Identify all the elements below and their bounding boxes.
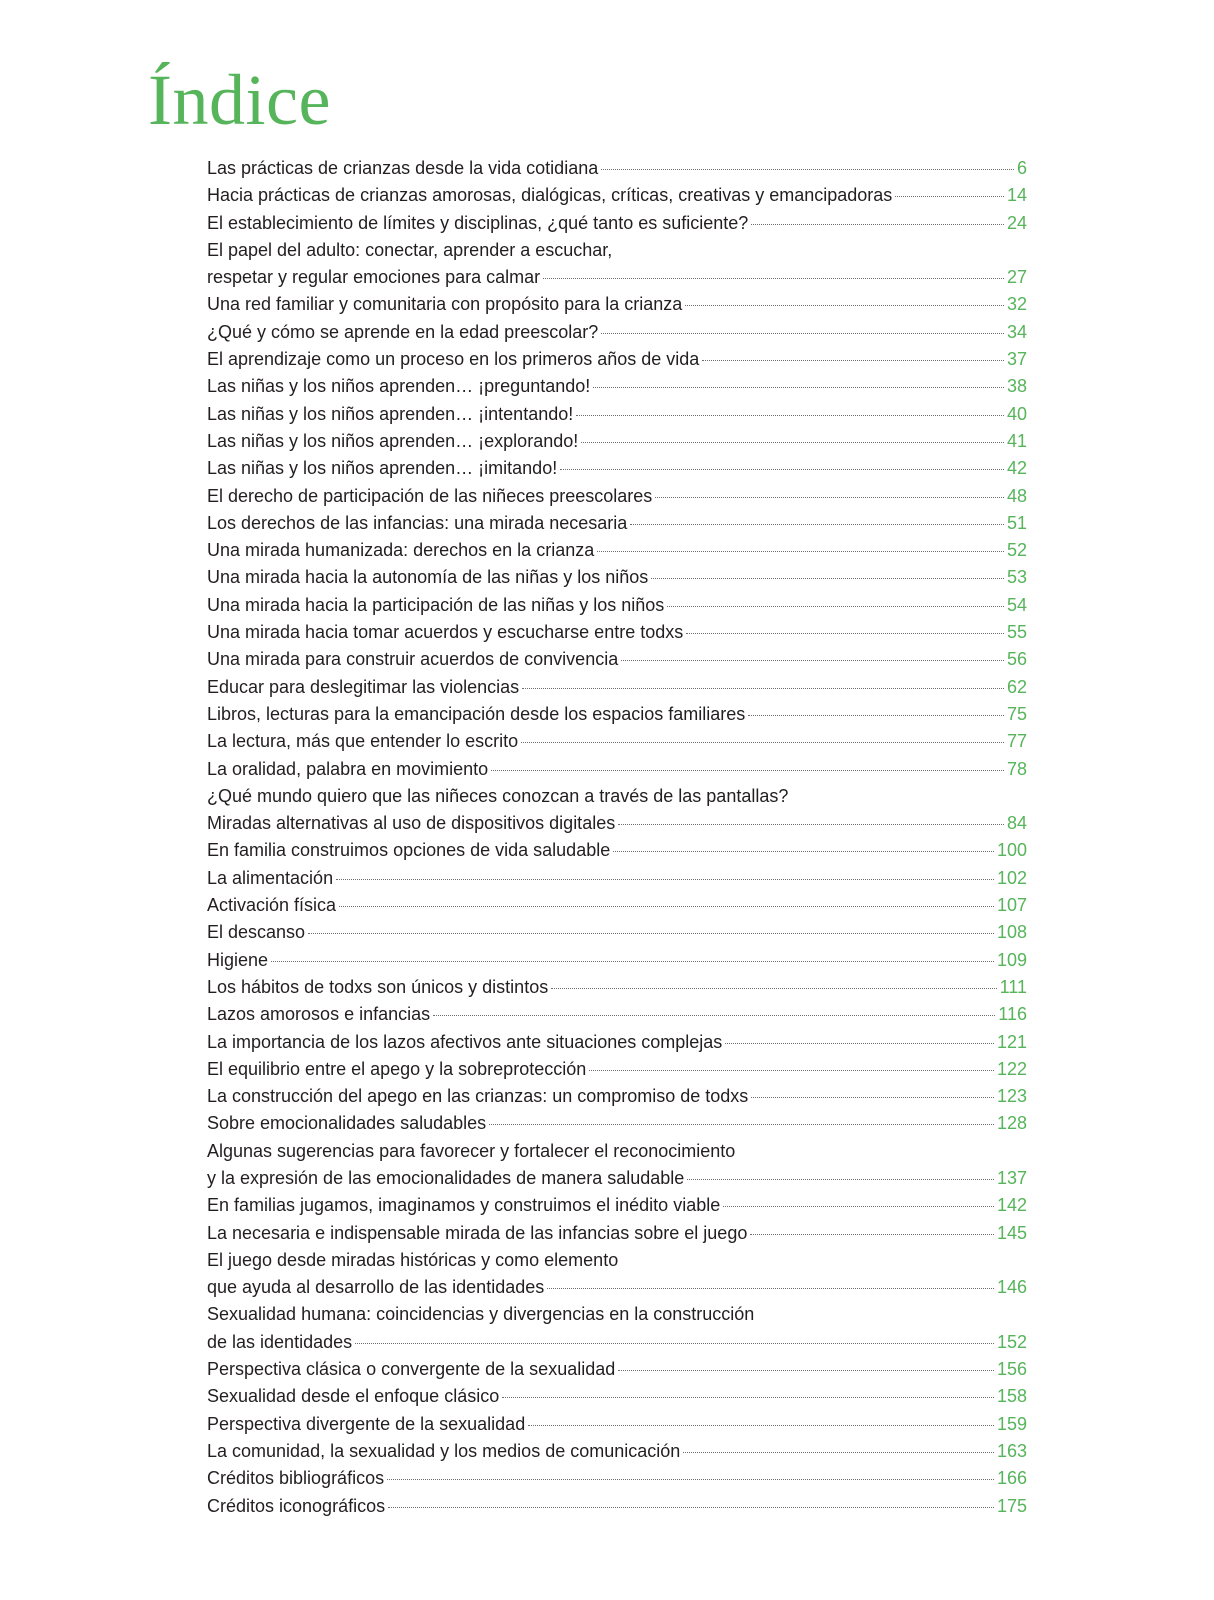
toc-entry bbox=[207, 646, 1027, 673]
toc-entry bbox=[207, 947, 1027, 974]
toc-entry-row bbox=[207, 619, 1027, 646]
toc-entry-row bbox=[207, 1110, 1027, 1137]
toc-page-number: 128 bbox=[996, 1113, 1027, 1134]
toc-entry bbox=[207, 1220, 1027, 1247]
toc-page-number: 14 bbox=[1006, 185, 1027, 206]
toc-entry-title: Una mirada para construir acuerdos de convivencia bbox=[207, 649, 619, 670]
toc-page-number: 53 bbox=[1006, 567, 1027, 588]
toc-page-number: 122 bbox=[996, 1058, 1027, 1079]
toc-entry-title: Miradas alternativas al uso de dispositivos digitales bbox=[207, 813, 616, 834]
toc-entry-title: La alimentación bbox=[207, 867, 334, 888]
toc-entry-title: Créditos iconográficos bbox=[207, 1495, 386, 1516]
toc-entry-row bbox=[207, 837, 1027, 864]
toc-page-number: 142 bbox=[996, 1195, 1027, 1216]
toc-entry-row bbox=[207, 728, 1027, 755]
toc-entry bbox=[207, 728, 1027, 755]
toc-entry-title: que ayuda al desarrollo de las identidades bbox=[207, 1277, 545, 1298]
toc-entry-title: La importancia de los lazos afectivos ante situaciones complejas bbox=[207, 1031, 723, 1052]
toc-entry-row bbox=[207, 182, 1027, 209]
dot-leader bbox=[683, 1451, 994, 1453]
toc-entry-title: Las niñas y los niños aprenden… ¡preguntando! bbox=[207, 376, 591, 397]
toc-entry-title: Las niñas y los niños aprenden… ¡imitando! bbox=[207, 458, 558, 479]
toc-entry-title: El derecho de participación de las niñeces preescolares bbox=[207, 485, 653, 506]
toc-page-number: 78 bbox=[1006, 758, 1027, 779]
toc-entry-title: La construcción del apego en las crianzas: un compromiso de todxs bbox=[207, 1086, 749, 1107]
toc-page-number: 37 bbox=[1006, 349, 1027, 370]
toc-page-number: 121 bbox=[996, 1031, 1027, 1052]
toc-entry-row bbox=[207, 428, 1027, 455]
dot-leader bbox=[547, 1287, 994, 1289]
dot-leader bbox=[560, 468, 1004, 470]
dot-leader bbox=[388, 1506, 994, 1508]
toc-page-number: 175 bbox=[996, 1495, 1027, 1516]
dot-leader bbox=[355, 1342, 994, 1344]
dot-leader bbox=[702, 359, 1004, 361]
toc-page-number: 52 bbox=[1006, 540, 1027, 561]
toc-entry-title: Las prácticas de crianzas desde la vida cotidiana bbox=[207, 158, 599, 178]
toc-entry bbox=[207, 428, 1027, 455]
toc-entry-row bbox=[207, 291, 1027, 318]
toc-page-number: 38 bbox=[1006, 376, 1027, 397]
toc-entry-row bbox=[207, 592, 1027, 619]
toc-page-number: 27 bbox=[1006, 267, 1027, 288]
toc-entry bbox=[207, 1029, 1027, 1056]
toc-entry bbox=[207, 837, 1027, 864]
toc-entry-row bbox=[207, 1411, 1027, 1438]
toc-entry-title: Una mirada hacia la autonomía de las niñas y los niños bbox=[207, 567, 649, 588]
toc-entry-title: Hacia prácticas de crianzas amorosas, dialógicas, críticas, creativas y emancipadoras bbox=[207, 185, 893, 206]
toc-page-number: 159 bbox=[996, 1413, 1027, 1434]
toc-page-number: 6 bbox=[1016, 158, 1027, 178]
toc-entry bbox=[207, 483, 1027, 510]
toc-entry bbox=[207, 865, 1027, 892]
toc-entry bbox=[207, 182, 1027, 209]
toc-entry-row bbox=[207, 1356, 1027, 1383]
toc-entry bbox=[207, 619, 1027, 646]
toc-entry bbox=[207, 1301, 1027, 1356]
toc-entry-row bbox=[207, 674, 1027, 701]
toc-entry-title: ¿Qué y cómo se aprende en la edad preescolar? bbox=[207, 321, 599, 342]
toc-page-number: 56 bbox=[1006, 649, 1027, 670]
toc-entry bbox=[207, 1138, 1027, 1193]
toc-entry-row bbox=[207, 646, 1027, 673]
toc-page-number: 77 bbox=[1006, 731, 1027, 752]
toc-entry-title: El descanso bbox=[207, 922, 306, 943]
toc-entry-title: Los derechos de las infancias: una mirada necesaria bbox=[207, 512, 628, 533]
dot-leader bbox=[725, 1042, 994, 1044]
dot-leader bbox=[502, 1396, 994, 1398]
toc-page-number: 145 bbox=[996, 1222, 1027, 1243]
toc-entry-row bbox=[207, 1465, 1027, 1492]
dot-leader bbox=[618, 823, 1004, 825]
toc-entry bbox=[207, 237, 1027, 292]
toc-entry bbox=[207, 1383, 1027, 1410]
toc-page-number: 109 bbox=[996, 949, 1027, 970]
toc-page-number: 107 bbox=[996, 895, 1027, 916]
toc-entry bbox=[207, 1465, 1027, 1492]
toc-page-number: 62 bbox=[1006, 676, 1027, 697]
toc-entry-row bbox=[207, 1274, 1027, 1301]
toc-entry bbox=[207, 892, 1027, 919]
dot-leader bbox=[613, 850, 994, 852]
toc-entry-row bbox=[207, 892, 1027, 919]
toc-entry-row bbox=[207, 264, 1027, 291]
dot-leader bbox=[667, 605, 1004, 607]
toc-entry-row bbox=[207, 1001, 1027, 1028]
dot-leader bbox=[528, 1424, 994, 1426]
toc-page-number: 55 bbox=[1006, 622, 1027, 643]
toc-entry bbox=[207, 291, 1027, 318]
toc-page-number: 156 bbox=[996, 1359, 1027, 1380]
dot-leader bbox=[723, 1205, 994, 1207]
toc-entry-title: La lectura, más que entender lo escrito bbox=[207, 731, 519, 752]
toc-page-number: 24 bbox=[1006, 212, 1027, 233]
dot-leader bbox=[651, 577, 1004, 579]
dot-leader bbox=[655, 496, 1004, 498]
dot-leader bbox=[576, 414, 1004, 416]
toc-entry bbox=[207, 210, 1027, 237]
dot-leader bbox=[618, 1369, 994, 1371]
dot-leader bbox=[751, 1096, 994, 1098]
dot-leader bbox=[489, 1123, 994, 1125]
toc-entry-title: Sexualidad desde el enfoque clásico bbox=[207, 1386, 500, 1407]
toc-entry-title: Lazos amorosos e infancias bbox=[207, 1004, 431, 1025]
dot-leader bbox=[551, 987, 996, 989]
toc-page-number: 108 bbox=[996, 922, 1027, 943]
toc-entry-row bbox=[207, 810, 1027, 837]
toc-entry-title-line: Algunas sugerencias para favorecer y fortalecer el reconocimiento bbox=[207, 1140, 736, 1161]
toc-entry-title-line: Sexualidad humana: coincidencias y divergencias en la construcción bbox=[207, 1304, 755, 1325]
toc-entry-title: Sobre emocionalidades saludables bbox=[207, 1113, 487, 1134]
toc-entry-title: En familias jugamos, imaginamos y construimos el inédito viable bbox=[207, 1195, 721, 1216]
toc-page-number: 152 bbox=[996, 1331, 1027, 1352]
toc-entry-title: La oralidad, palabra en movimiento bbox=[207, 758, 489, 779]
toc-page-number: 102 bbox=[996, 867, 1027, 888]
toc-entry bbox=[207, 455, 1027, 482]
dot-leader bbox=[621, 659, 1004, 661]
toc-entry-row bbox=[207, 919, 1027, 946]
toc-entry bbox=[207, 1493, 1027, 1520]
toc-entry-title: Perspectiva divergente de la sexualidad bbox=[207, 1413, 526, 1434]
toc-entry-row bbox=[207, 1192, 1027, 1219]
toc-page-number: 48 bbox=[1006, 485, 1027, 506]
toc-page-number: 137 bbox=[996, 1167, 1027, 1188]
toc-entry-row bbox=[207, 1056, 1027, 1083]
toc-entry-title: Libros, lecturas para la emancipación desde los espacios familiares bbox=[207, 703, 746, 724]
toc-entry bbox=[207, 1001, 1027, 1028]
toc-page-number: 84 bbox=[1006, 813, 1027, 834]
toc-entry bbox=[207, 919, 1027, 946]
toc-page-number: 100 bbox=[996, 840, 1027, 861]
dot-leader bbox=[491, 769, 1004, 771]
toc-entry-row bbox=[207, 947, 1027, 974]
toc-entry-row bbox=[207, 974, 1027, 1001]
toc-entry-title: Una red familiar y comunitaria con propósito para la crianza bbox=[207, 294, 683, 315]
toc-entry-title: La comunidad, la sexualidad y los medios de comunicación bbox=[207, 1440, 681, 1461]
toc-entry-title: En familia construimos opciones de vida saludable bbox=[207, 840, 611, 861]
toc-entry-title: respetar y regular emociones para calmar bbox=[207, 267, 541, 288]
toc-entry-title: Créditos bibliográficos bbox=[207, 1468, 385, 1489]
dot-leader bbox=[589, 1069, 994, 1071]
toc-entry-row bbox=[207, 510, 1027, 537]
toc-entry bbox=[207, 537, 1027, 564]
toc-entry bbox=[207, 1083, 1027, 1110]
toc-entry bbox=[207, 783, 1027, 838]
toc-page-number: 146 bbox=[996, 1277, 1027, 1298]
toc-page-number: 116 bbox=[998, 1004, 1027, 1025]
toc-page-number: 158 bbox=[996, 1386, 1027, 1407]
toc-entry-title: Una mirada humanizada: derechos en la crianza bbox=[207, 540, 595, 561]
toc-entry bbox=[207, 1247, 1027, 1302]
toc-entry-row bbox=[207, 701, 1027, 728]
toc-entry-row bbox=[207, 1493, 1027, 1520]
toc-page-number: 163 bbox=[996, 1440, 1027, 1461]
toc-entry bbox=[207, 756, 1027, 783]
toc-entry-title: Una mirada hacia la participación de las niñas y los niños bbox=[207, 594, 665, 615]
dot-leader bbox=[601, 168, 1014, 170]
toc-entry-row bbox=[207, 1383, 1027, 1410]
toc-page-number: 166 bbox=[996, 1468, 1027, 1489]
dot-leader bbox=[685, 304, 1004, 306]
toc-entry-row bbox=[207, 1220, 1027, 1247]
toc-page-number: 123 bbox=[996, 1086, 1027, 1107]
toc-entry bbox=[207, 674, 1027, 701]
dot-leader bbox=[522, 687, 1004, 689]
toc-entry-row bbox=[207, 455, 1027, 482]
toc-entry-title-line: El papel del adulto: conectar, aprender a escuchar, bbox=[207, 239, 613, 260]
toc-entry-row bbox=[207, 483, 1027, 510]
dot-leader bbox=[750, 1233, 994, 1235]
dot-leader bbox=[597, 550, 1004, 552]
toc-entry-row bbox=[207, 1029, 1027, 1056]
dot-leader bbox=[433, 1014, 995, 1016]
toc-entry-row bbox=[207, 373, 1027, 400]
toc-entry-title: Los hábitos de todxs son únicos y distintos bbox=[207, 976, 549, 997]
toc-entry-title: El aprendizaje como un proceso en los primeros años de vida bbox=[207, 349, 700, 370]
toc-entry-row bbox=[207, 155, 1027, 182]
dot-leader bbox=[308, 932, 994, 934]
toc-entry-row bbox=[207, 319, 1027, 346]
toc-page-number: 40 bbox=[1006, 403, 1027, 424]
toc-page-number: 54 bbox=[1006, 594, 1027, 615]
toc-entry bbox=[207, 974, 1027, 1001]
toc-entry-title-line: ¿Qué mundo quiero que las niñeces conozcan a través de las pantallas? bbox=[207, 785, 789, 806]
dot-leader bbox=[271, 960, 994, 962]
dot-leader bbox=[751, 223, 1004, 225]
toc-entry-row bbox=[207, 756, 1027, 783]
toc-entry-row bbox=[207, 1438, 1027, 1465]
toc-entry-title: Educar para deslegitimar las violencias bbox=[207, 676, 520, 697]
toc-entry bbox=[207, 1438, 1027, 1465]
toc-entry bbox=[207, 592, 1027, 619]
dot-leader bbox=[336, 878, 994, 880]
toc-entry-row bbox=[207, 1083, 1027, 1110]
toc-entry-row bbox=[207, 210, 1027, 237]
dot-leader bbox=[387, 1478, 994, 1480]
toc-page-number: 32 bbox=[1006, 294, 1027, 315]
toc-entry-title-line: El juego desde miradas históricas y como elemento bbox=[207, 1249, 619, 1270]
toc-entry bbox=[207, 1192, 1027, 1219]
toc-entry-row bbox=[207, 865, 1027, 892]
dot-leader bbox=[895, 195, 1004, 197]
toc-entry bbox=[207, 564, 1027, 591]
dot-leader bbox=[601, 332, 1004, 334]
page-title: Índice bbox=[148, 60, 331, 140]
toc-entry-title: Higiene bbox=[207, 949, 269, 970]
dot-leader bbox=[630, 523, 1004, 525]
toc-entry bbox=[207, 155, 1027, 182]
toc-entry bbox=[207, 510, 1027, 537]
toc-entry bbox=[207, 1356, 1027, 1383]
toc-entry-title: Una mirada hacia tomar acuerdos y escucharse entre todxs bbox=[207, 622, 684, 643]
toc-entry-title: El equilibrio entre el apego y la sobreprotección bbox=[207, 1058, 587, 1079]
dot-leader bbox=[686, 632, 1004, 634]
dot-leader bbox=[748, 714, 1004, 716]
toc-entry-title: El establecimiento de límites y disciplinas, ¿qué tanto es suficiente? bbox=[207, 212, 749, 233]
dot-leader bbox=[543, 277, 1004, 279]
table-of-contents bbox=[207, 155, 1027, 1520]
toc-entry-row bbox=[207, 564, 1027, 591]
toc-page-number: 34 bbox=[1006, 321, 1027, 342]
toc-entry-row bbox=[207, 401, 1027, 428]
toc-entry-title: La necesaria e indispensable mirada de las infancias sobre el juego bbox=[207, 1222, 748, 1243]
toc-entry-title: Perspectiva clásica o convergente de la sexualidad bbox=[207, 1359, 616, 1380]
toc-entry-row bbox=[207, 537, 1027, 564]
toc-entry bbox=[207, 1056, 1027, 1083]
toc-entry bbox=[207, 373, 1027, 400]
toc-entry-row bbox=[207, 346, 1027, 373]
toc-entry bbox=[207, 401, 1027, 428]
toc-entry-title: y la expresión de las emocionalidades de manera saludable bbox=[207, 1167, 685, 1188]
toc-entry bbox=[207, 319, 1027, 346]
toc-page-number: 42 bbox=[1006, 458, 1027, 479]
dot-leader bbox=[593, 386, 1004, 388]
dot-leader bbox=[581, 441, 1004, 443]
toc-entry-row bbox=[207, 1165, 1027, 1192]
toc-entry bbox=[207, 1411, 1027, 1438]
dot-leader bbox=[339, 905, 994, 907]
toc-entry-title: Las niñas y los niños aprenden… ¡intentando! bbox=[207, 403, 574, 424]
toc-page-number: 111 bbox=[999, 976, 1027, 997]
toc-entry-row bbox=[207, 1329, 1027, 1356]
toc-entry bbox=[207, 701, 1027, 728]
toc-entry-title: Activación física bbox=[207, 895, 337, 916]
toc-entry-title: Las niñas y los niños aprenden… ¡explorando! bbox=[207, 430, 579, 451]
dot-leader bbox=[687, 1178, 994, 1180]
dot-leader bbox=[521, 741, 1004, 743]
toc-entry bbox=[207, 1110, 1027, 1137]
toc-page-number: 41 bbox=[1006, 430, 1027, 451]
toc-entry bbox=[207, 346, 1027, 373]
toc-page-number: 51 bbox=[1006, 512, 1027, 533]
toc-entry-title: de las identidades bbox=[207, 1331, 353, 1352]
toc-page-number: 75 bbox=[1006, 703, 1027, 724]
